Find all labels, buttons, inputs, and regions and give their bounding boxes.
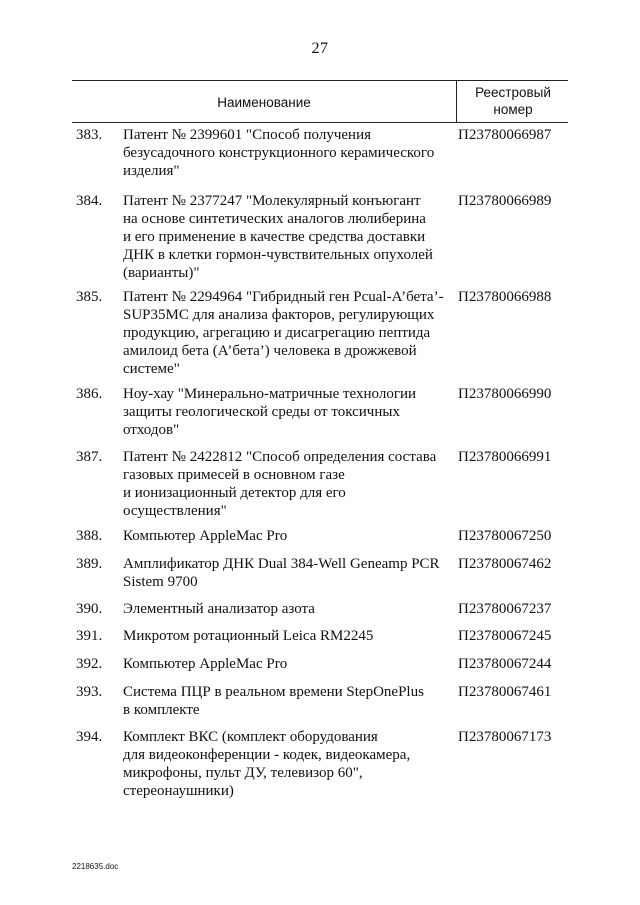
row-registry-number: П23780067462 (458, 556, 552, 572)
header-registry-line2: номер (493, 102, 533, 117)
row-number: 390. (76, 601, 103, 617)
row-registry-number: П23780066991 (458, 449, 552, 465)
row-name: Компьютер AppleMac Pro (123, 528, 288, 544)
row-name: Система ПЦР в реальном времени StepOnePlus в комплекте (123, 684, 424, 718)
row-name: Патент № 2377247 "Молекулярный конъюгант на основе синтетических аналогов люлиберина и его применение в качестве средства доставки ДНК в клетки гормон-чувствительных опухолей (варианты)" (123, 193, 433, 281)
row-number: 384. (76, 193, 103, 209)
row-name: Ноу-хау "Минерально-матричные технологии защиты геологической среды от токсичных отходов" (123, 386, 417, 438)
row-name: Компьютер AppleMac Pro (123, 656, 288, 672)
row-number: 393. (76, 684, 103, 700)
row-number: 394. (76, 729, 103, 745)
row-name: Микротом ротационный Leica RM2245 (123, 628, 374, 644)
row-registry-number: П23780066990 (458, 386, 552, 402)
row-registry-number: П23780067173 (458, 729, 552, 745)
row-registry-number: П23780066989 (458, 193, 552, 209)
row-registry-number: П23780067237 (458, 601, 552, 617)
document-filename: 2218635.doc (72, 862, 119, 871)
row-number: 391. (76, 628, 103, 644)
row-number: 386. (76, 386, 103, 402)
row-number: 387. (76, 449, 103, 465)
row-name: Комплект ВКС (комплект оборудования для видеоконференции - кодек, видеокамера, микрофоны, пульт ДУ, телевизор 60", стереонаушники) (123, 729, 411, 799)
row-number: 383. (76, 127, 103, 143)
header-registry-column (458, 81, 568, 122)
page-number: 27 (311, 40, 329, 57)
row-registry-number: П23780066987 (458, 127, 552, 143)
row-registry-number: П23780067244 (458, 656, 552, 672)
header-name-column: Наименование (72, 81, 457, 122)
row-number: 392. (76, 656, 103, 672)
row-registry-number: П23780066988 (458, 289, 552, 305)
row-name: Амплификатор ДНК Dual 384-Well Geneamp PCR Sistem 9700 (123, 556, 440, 590)
table-header (72, 80, 568, 123)
row-name: Патент № 2294964 "Гибридный ген Pcual-А’бета’- SUP35MC для анализа факторов, регулирующих продукцию, агрегацию и дисагрегацию пептида амилоид бета (А’бета’) человека в дрожжевой системе" (123, 289, 444, 377)
row-number: 389. (76, 556, 103, 572)
row-name: Элементный анализатор азота (123, 601, 315, 617)
row-name: Патент № 2399601 "Способ получения безусадочного конструкционного керамического изделия" (123, 127, 435, 179)
row-number: 388. (76, 528, 103, 544)
row-number: 385. (76, 289, 103, 305)
row-registry-number: П23780067245 (458, 628, 552, 644)
row-name: Патент № 2422812 "Способ определения состава газовых примесей в основном газе и ионизационный детектор для его осуществления" (123, 449, 437, 519)
header-registry-line1: Реестровый (475, 85, 551, 100)
row-registry-number: П23780067250 (458, 528, 552, 544)
row-registry-number: П23780067461 (458, 684, 552, 700)
